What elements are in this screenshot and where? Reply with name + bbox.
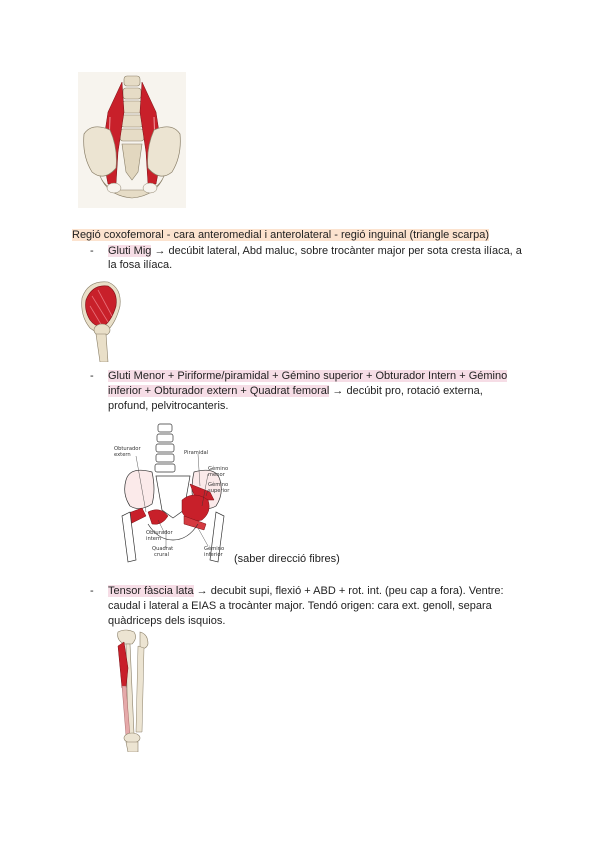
list-bullet: - <box>90 245 94 257</box>
caption-fibre-direction: (saber direcció fibres) <box>234 553 340 565</box>
svg-text:Gèmino: Gèmino <box>204 546 225 552</box>
svg-text:Gèmino: Gèmino <box>208 466 229 472</box>
deep-rotators-description-2: profund, pelvitrocanteris. <box>108 400 229 412</box>
svg-text:superior: superior <box>208 488 230 494</box>
list-item-tensor-fascia-lata <box>108 584 504 598</box>
tensor-fascia-lata-illustration <box>112 628 152 752</box>
deep-rotators-terms-2: inferior + Obturador extern + Quadrat femoral <box>108 385 330 397</box>
tfl-description-2: caudal i lateral a EIAS a trocànter major. Tendó origen: cara ext. genoll, separa <box>108 600 492 612</box>
svg-text:Gèmino: Gèmino <box>208 482 229 488</box>
section-heading <box>72 228 489 242</box>
svg-text:extern: extern <box>114 452 131 458</box>
list-item-gluti-mig <box>108 244 522 258</box>
section-heading-text: Regió coxofemoral - cara anteromedial i anterolateral - regió inguinal (triangle scarpa) <box>72 229 489 241</box>
list-bullet: - <box>90 585 94 597</box>
tfl-description-3: quàdriceps dels isquios. <box>108 615 226 627</box>
deep-rotators-terms-1: Gluti Menor + Piriforme/piramidal + Gémino superior + Obturador Intern + Gémino <box>108 370 508 382</box>
svg-text:crural: crural <box>154 552 170 558</box>
term-gluti-mig: Gluti Mig <box>108 245 152 257</box>
gluteus-medius-illustration <box>78 276 124 362</box>
term-tensor-fascia-lata: Tensor fàscia lata <box>108 585 194 597</box>
svg-text:Obturador: Obturador <box>146 530 173 536</box>
gluti-mig-description-2: la fosa ilíaca. <box>108 259 173 271</box>
deep-rotators-illustration <box>112 420 234 566</box>
deep-rotators-description-1: → decúbit pro, rotació externa, <box>329 385 483 397</box>
svg-text:Piramidal: Piramidal <box>184 450 209 456</box>
svg-text:intern: intern <box>146 536 162 542</box>
svg-text:menor: menor <box>208 472 225 478</box>
svg-text:Quadrat: Quadrat <box>152 546 174 552</box>
gluti-mig-description-1: → decúbit lateral, Abd maluc, sobre trocànter major per sota cresta ilíaca, a <box>151 245 522 257</box>
tfl-description-1: → decubit supi, flexió + ABD + rot. int. (peu cap a fora). Ventre: <box>193 585 504 597</box>
deep-rotators-line-2 <box>108 384 483 398</box>
svg-text:inferior: inferior <box>204 552 223 558</box>
list-bullet: - <box>90 370 94 382</box>
list-item-deep-rotators <box>108 369 507 383</box>
svg-text:Obturador: Obturador <box>114 446 141 452</box>
pelvis-psoas-illustration <box>78 72 186 208</box>
